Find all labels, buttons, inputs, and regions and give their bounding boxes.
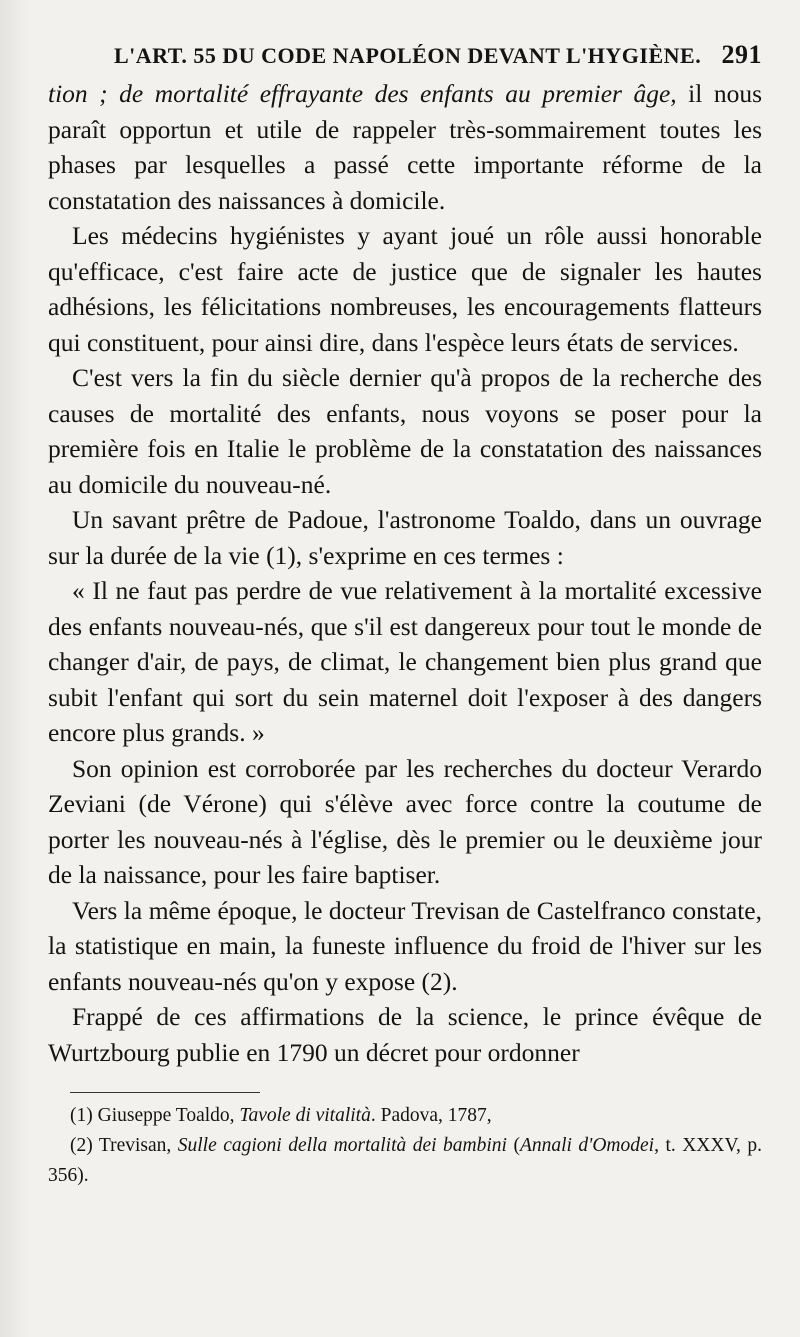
paragraph-3: C'est vers la fin du siècle dernier qu'à propos de la recherche des causes de mortalité des enfants, nous voyons se poser pour la première fois en Italie le problème de la constatation des naissances au domicile du nouveau-né. bbox=[48, 363, 762, 499]
paragraph-1 bbox=[48, 76, 762, 218]
page-number: 291 bbox=[721, 40, 762, 69]
footnote-2-title: Sulle cagioni della mortalità dei bambini bbox=[177, 1135, 507, 1156]
paragraph-1-rest: il nous paraît opportun et utile de rappeler très-sommairement toutes les phases par lesquelles a passé cette importante réforme de la constatation des naissances à domicile. bbox=[48, 79, 762, 215]
footnote-2-paren: ( bbox=[506, 1135, 520, 1156]
running-head bbox=[48, 40, 762, 70]
paragraph-8: Frappé de ces affirmations de la science, le prince évêque de Wurtzbourg publie en 1790 un décret pour ordonner bbox=[48, 1002, 762, 1067]
footnote-rule bbox=[70, 1092, 260, 1093]
footnote-1-imprint: . Padova, 1787, bbox=[370, 1105, 492, 1126]
footnote-1-title: Tavole di vitalità bbox=[239, 1105, 371, 1126]
running-title: L'ART. 55 DU CODE NAPOLÉON DEVANT L'HYGIÈNE. bbox=[114, 43, 702, 68]
footnote-1-author: (1) Giuseppe Toaldo, bbox=[70, 1105, 240, 1126]
footnotes bbox=[48, 1101, 762, 1191]
quotation: « Il ne faut pas perdre de vue relativement à la mortalité excessive des enfants nouveau-nés, que s'il est dangereux pour tout le monde de changer d'air, de pays, de climat, le changement bien plus grand que subit l'enfant qui sort du sein maternel doit l'exposer à des dangers encore plus grands. » bbox=[48, 576, 762, 747]
footnote-2 bbox=[48, 1131, 762, 1191]
paragraph-2: Les médecins hygiénistes y ayant joué un rôle aussi honorable qu'efficace, c'est faire acte de justice que de signaler les hautes adhésions, les félicitations nombreuses, les encouragements flatteurs qui constituent, pour ainsi dire, dans l'espèce leurs états de services. bbox=[48, 221, 762, 357]
body-text bbox=[48, 76, 762, 1070]
paragraph-4: Un savant prêtre de Padoue, l'astronome Toaldo, dans un ouvrage sur la durée de la vie (1), s'exprime en ces termes : bbox=[48, 505, 762, 570]
paragraph-7: Vers la même époque, le docteur Trevisan de Castelfranco constate, la statistique en main, la funeste influence du froid de l'hiver sur les enfants nouveau-nés qu'on y expose (2). bbox=[48, 895, 762, 996]
paragraph-6: Son opinion est corroborée par les recherches du docteur Verardo Zeviani (de Vérone) qui s'élève avec force contre la coutume de porter les nouveau-nés à l'église, dès le premier ou le deuxième jour de la naissance, pour les faire baptiser. bbox=[48, 753, 762, 889]
paragraph-1-italic: tion ; de mortalité effrayante des enfants au premier âge, bbox=[48, 79, 677, 108]
footnote-1 bbox=[48, 1101, 762, 1131]
footnote-2-journal: Annali d'Omodei bbox=[519, 1135, 655, 1156]
footnote-2-author: (2) Trevisan, bbox=[70, 1135, 178, 1156]
footnote-2-reference: , t. XXXV, p. 356). bbox=[48, 1135, 763, 1186]
